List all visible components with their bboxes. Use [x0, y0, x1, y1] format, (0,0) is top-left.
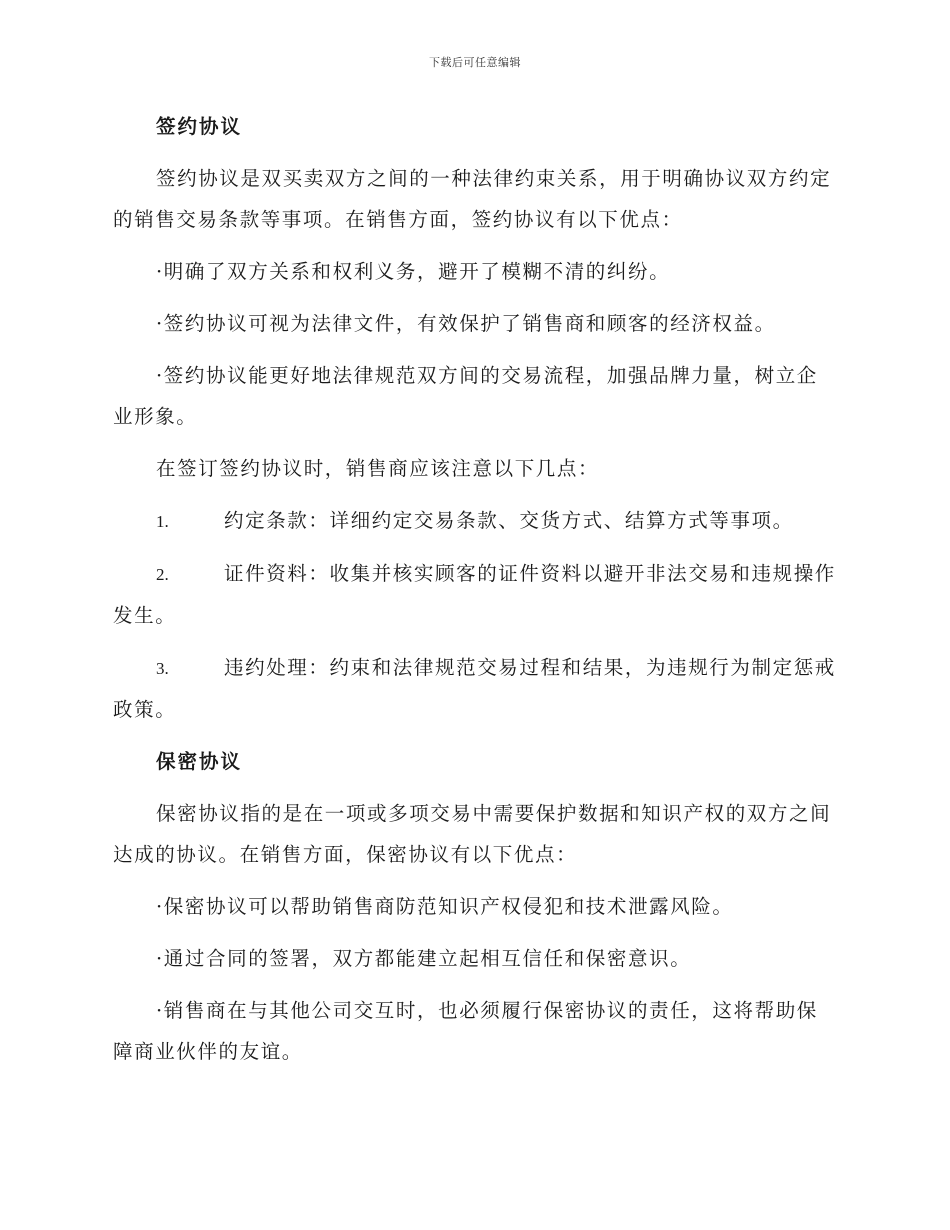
document-body — [113, 106, 838, 1083]
item-text: 违约处理：约束和法律规范交易过程和结果，为违规行为制定惩戒政策。 — [113, 656, 836, 721]
item-text: 证件资料：收集并核实顾客的证件资料以避开非法交易和违规操作发生。 — [113, 562, 836, 627]
bullet-item: ·保密协议可以帮助销售商防范知识产权侵犯和技术泄露风险。 — [156, 895, 734, 918]
section-heading-confidentiality-agreement: 保密协议 — [156, 750, 243, 773]
section-followup-paragraph: 在签订签约协议时，销售商应该注意以下几点： — [156, 457, 600, 480]
section-heading-signing-agreement: 签约协议 — [156, 115, 243, 138]
numbered-item — [113, 647, 838, 730]
numbered-item — [113, 500, 838, 542]
bullet-item: ·签约协议能更好地法律规范双方间的交易流程，加强品牌力量，树立企业形象。 — [113, 364, 818, 428]
bullet-item: ·签约协议可视为法律文件，有效保护了销售商和顾客的经济权益。 — [156, 312, 776, 335]
bullet-item: ·销售商在与其他公司交互时，也必须履行保密协议的责任，这将帮助保障商业伙伴的友谊。 — [113, 999, 818, 1063]
item-number: 2. — [156, 565, 169, 584]
item-number: 3. — [156, 659, 169, 678]
item-text: 约定条款：详细约定交易条款、交货方式、结算方式等事项。 — [224, 509, 794, 532]
bullet-item: ·明确了双方关系和权利义务，避开了模糊不清的纠纷。 — [156, 260, 671, 283]
numbered-item — [113, 553, 838, 636]
section-intro-paragraph: 保密协议指的是在一项或多项交易中需要保护数据和知识产权的双方之间达成的协议。在销售方面，保密协议有以下优点： — [113, 802, 832, 866]
section-intro-paragraph: 签约协议是双买卖双方之间的一种法律约束关系，用于明确协议双方约定的销售交易条款等事项。在销售方面，签约协议有以下优点： — [113, 167, 832, 231]
item-number: 1. — [156, 512, 169, 531]
page-header-note: 下载后可任意编辑 — [429, 56, 521, 69]
bullet-item: ·通过合同的签署，双方都能建立起相互信任和保密意识。 — [156, 947, 692, 970]
